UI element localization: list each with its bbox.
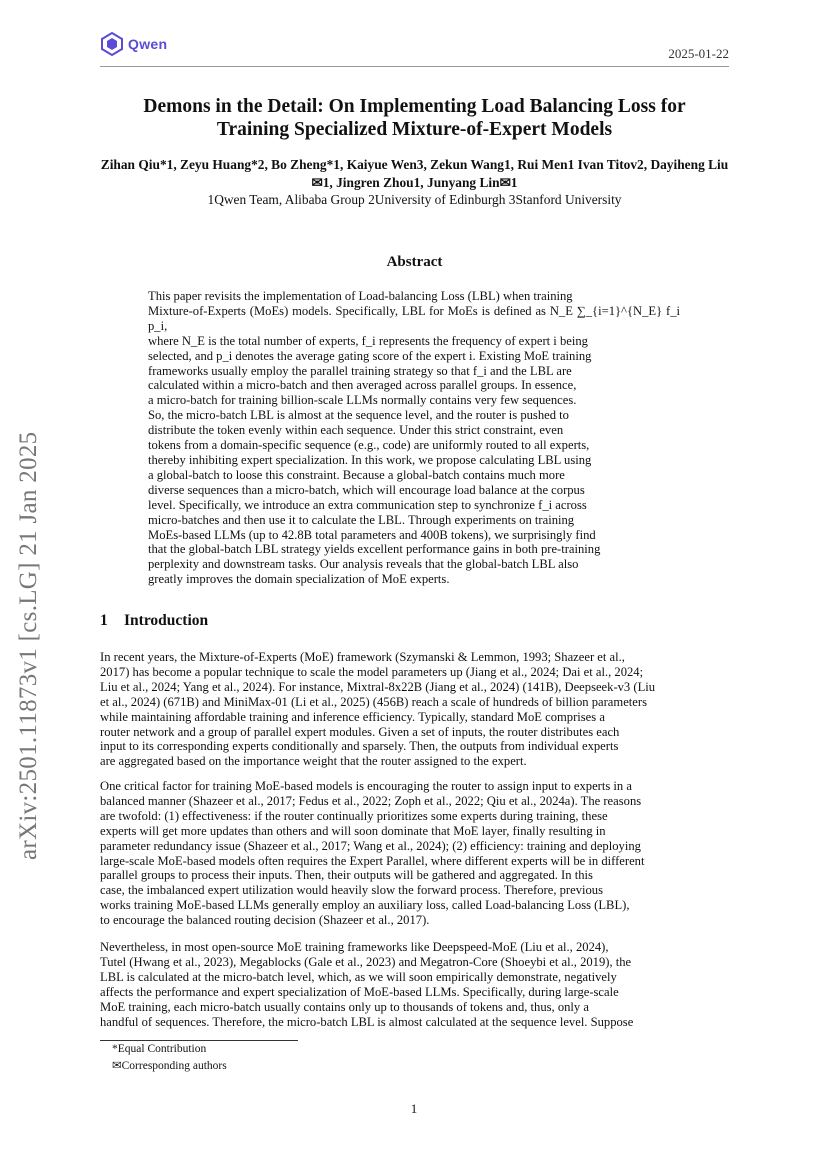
abstract-line: a global-batch to loose this constraint. Because a global-batch contains much more <box>148 467 565 482</box>
date: 2025-01-22 <box>668 46 729 61</box>
section-number: 1 <box>100 612 108 629</box>
para-line: router network and a group of parallel expert modules. Given a set of inputs, the router distributes each <box>100 724 620 739</box>
abstract-line: selected, and p_i denotes the average gating score of the expert i. Existing MoE training <box>148 348 592 363</box>
abstract-line: level. Specifically, we introduce an extra communication step to synchronize f_i across <box>148 497 587 512</box>
para-line: MoE training, each micro-batch usually contains only up to thousands of tokens and, thus, only a <box>100 999 589 1014</box>
abstract-line: MoEs-based LLMs (up to 42.8B total parameters and 400B tokens), we surprisingly find <box>148 527 596 542</box>
abstract-line: where N_E is the total number of experts, f_i represents the frequency of expert i being <box>148 333 588 348</box>
para-line: balanced manner (Shazeer et al., 2017; Fedus et al., 2022; Zoph et al., 2022; Qiu et al., 2024a). The reasons <box>100 793 642 808</box>
title-line-2: Training Specialized Mixture-of-Expert Models <box>216 119 613 140</box>
abstract-line: So, the micro-batch LBL is almost at the sequence level, and the router is pushed to <box>148 408 569 423</box>
footnote-corresponding: ✉Corresponding authors <box>112 1060 227 1072</box>
para-line: In recent years, the Mixture-of-Experts (MoE) framework (Szymanski & Lemmon, 1993; Shazeer et al., <box>100 650 625 664</box>
abstract-line: diverse sequences than a micro-batch, which will encourage load balance at the corpus <box>148 482 585 497</box>
intro-paragraph-1 <box>100 650 730 769</box>
page-number: 1 <box>410 1101 418 1116</box>
footnote-rule <box>100 1040 298 1041</box>
abstract-line: a micro-batch for training billion-scale LLMs normally contains very few sequences. <box>148 393 577 408</box>
abstract-line: Mixture-of-Experts (MoEs) models. Specifically, LBL for MoEs is defined as N_E ∑_{i=1}^{N_E} f_i p_i, <box>148 303 680 333</box>
para-line: are aggregated based on the importance weight that the router assigned to the expert. <box>100 754 527 769</box>
abstract-line: calculated within a micro-batch and then averaged across parallel groups. In essence, <box>148 378 577 393</box>
para-line: experts will get more updates than others and will soon dominate that MoE layer, finally resulting in <box>100 823 606 838</box>
para-line: Nevertheless, in most open-source MoE training frameworks like Deepspeed-MoE (Liu et al., 2024), <box>100 940 609 954</box>
para-line: works training MoE-based LLMs generally employ an auxiliary loss, called Load-balancing Loss (LBL), <box>100 898 630 913</box>
intro-paragraph-3 <box>100 940 730 1029</box>
para-line: Liu et al., 2024; Yang et al., 2024). For instance, Mixtral-8x22B (Jiang et al., 2024) (141B), Deepseek-v3 (Liu <box>100 679 656 694</box>
affiliations: 1Qwen Team, Alibaba Group 2University of Edinburgh 3Stanford University <box>207 192 622 207</box>
para-line: while maintaining affordable training and inference efficiency. Typically, standard MoE comprises a <box>100 709 605 724</box>
title-line-1: Demons in the Detail: On Implementing Load Balancing Loss for <box>143 96 686 117</box>
authors-line-1: Zihan Qiu*1, Zeyu Huang*2, Bo Zheng*1, Kaiyue Wen3, Zekun Wang1, Rui Men1 <box>100 157 575 172</box>
abstract-heading: Abstract <box>386 254 443 270</box>
para-line: Tutel (Hwang et al., 2023), Megablocks (Gale et al., 2023) and Megatron-Core (Shoeybi et al., 2019), the <box>100 954 632 969</box>
para-line: are twofold: (1) effectiveness: if the router continually prioritizes some experts during training, these <box>100 808 608 823</box>
para-line: to encourage the balanced routing decision (Shazeer et al., 2017). <box>100 913 430 928</box>
abstract-line: greatly improves the domain specialization of MoE experts. <box>148 572 450 587</box>
para-line: affects the performance and expert specialization of MoE-based LLMs. Specifically, during large-scale <box>100 984 619 999</box>
authors-line-2: Ivan Titov2, Dayiheng Liu✉1, Jingren Zhou1, Junyang Lin✉1 <box>311 157 729 190</box>
paper-title <box>100 95 729 141</box>
abstract-line: perplexity and downstream tasks. Our analysis reveals that the global-batch LBL also <box>148 557 579 572</box>
abstract-line: This paper revisits the implementation of Load-balancing Loss (LBL) when training <box>148 289 573 303</box>
abstract-line: frameworks usually employ the parallel training strategy so that f_i and the LBL are <box>148 363 572 378</box>
section-heading <box>100 612 208 630</box>
intro-paragraph-2 <box>100 779 730 928</box>
authors <box>100 156 729 192</box>
abstract-body <box>148 289 680 587</box>
para-line: large-scale MoE-based models often requires the Expert Parallel, where different experts will be in different <box>100 853 645 868</box>
para-line: case, the imbalanced expert utilization would heavily slow the forward process. Therefore, previous <box>100 883 603 898</box>
para-line: handful of sequences. Therefore, the micro-batch LBL is almost calculated at the sequence level. Suppose <box>100 1014 634 1029</box>
logo-text: Qwen <box>128 36 168 52</box>
qwen-logo-icon <box>100 32 124 56</box>
abstract-line: micro-batches and then use it to calculate the LBL. Through experiments on training <box>148 512 575 527</box>
para-line: parameter redundancy issue (Shazeer et al., 2017; Wang et al., 2024); (2) efficiency: training and deploying <box>100 838 641 853</box>
abstract-line: tokens from a domain-specific sequence (e.g., code) are uniformly routed to all experts, <box>148 438 590 453</box>
para-line: 2017) has become a popular technique to scale the model parameters up (Jiang et al., 2024; Dai et al., 2024; <box>100 664 644 679</box>
para-line: et al., 2024) (671B) and MiniMax-01 (Li et al., 2025) (456B) reach a scale of hundreds of billion parameters <box>100 694 647 709</box>
para-line: parallel groups to process their inputs. Then, their outputs will be gathered and aggregated. In this <box>100 868 593 883</box>
arxiv-watermark: arXiv:2501.11873v1 [cs.LG] 21 Jan 2025 <box>15 431 42 860</box>
section-title: Introduction <box>124 612 209 629</box>
abstract-line: that the global-batch LBL strategy yields excellent performance gains in both pre-training <box>148 542 601 557</box>
para-line: One critical factor for training MoE-based models is encouraging the router to assign input to experts in a <box>100 779 632 793</box>
para-line: LBL is calculated at the micro-batch level, which, as we will soon empirically demonstrate, negatively <box>100 969 617 984</box>
footnote-equal-contribution: *Equal Contribution <box>112 1043 207 1055</box>
header-rule <box>100 66 729 67</box>
qwen-logo <box>100 32 167 56</box>
abstract-line: thereby inhibiting expert specialization. In this work, we propose calculating LBL using <box>148 452 592 467</box>
abstract-line: distribute the token evenly within each sequence. Under this strict constraint, even <box>148 423 564 438</box>
para-line: input to its corresponding experts conditionally and sparsely. Then, the outputs from individual experts <box>100 739 619 754</box>
